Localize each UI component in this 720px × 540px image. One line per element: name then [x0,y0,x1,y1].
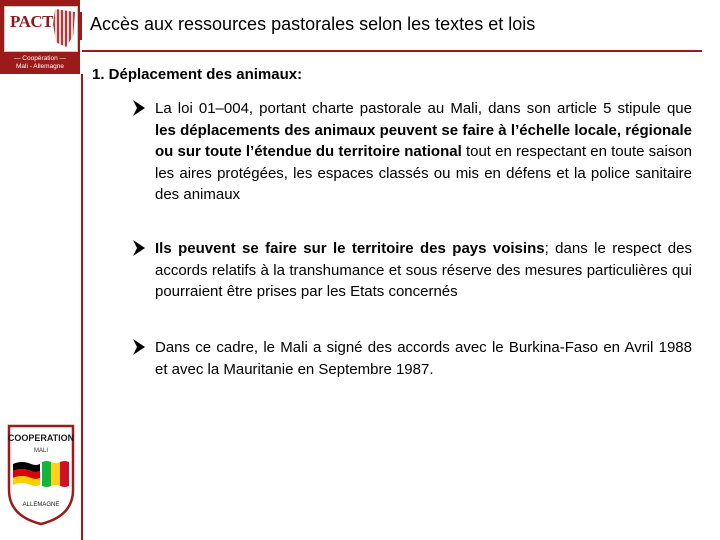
cooperation-badge [7,424,75,526]
bullet-text-part: La loi 01–004, portant charte pastorale au Mali, dans son article 5 stipule que [155,100,692,117]
bullet-text-bold-part: les déplacements des animaux peuvent se faire à l’échelle locale, régionale ou sur toute l’étendue du territoire national [155,121,692,160]
bullet-text-bold-part: Ils peuvent se faire sur le territoire des pays voisins [155,240,545,257]
section-heading: 1. Déplacement des animaux: [92,66,303,83]
mali-map-icon [53,9,75,47]
title-divider [82,50,702,52]
bullet-text-part: ; dans le respect des accords relatifs à la transhumance et sous réserve des mesures particulières qui pourraient être prises par les Etats concernés [155,240,692,300]
pact-logo-tagline-1: — Coopération — [13,55,67,62]
page-title: Accès aux ressources pastorales selon les textes et lois [90,14,536,34]
mali-flag-icon [42,461,69,487]
cooperation-badge-mid-text: MALI [33,448,49,454]
bullet-item [132,337,692,380]
cooperation-badge-top-text: COOPERATION [7,433,75,443]
pact-logo [0,0,80,74]
bullet-text [155,98,692,206]
germany-flag-icon [13,462,40,486]
pact-logo-box [4,6,78,52]
bullet-text [155,337,692,380]
pact-logo-word: PACT [10,12,54,31]
bullet-text [155,238,692,303]
sidebar [0,0,82,540]
bullet-text-part: Dans ce cadre, le Mali a signé des accords avec le Burkina-Faso en Avril 1988 et avec la Mauritanie en Septembre 1987. [155,339,692,378]
pact-logo-tagline-2: Mali - Allemagne [15,63,65,70]
bullet-item [132,98,692,206]
cooperation-badge-bottom-text: ALLEMAGNE [22,502,60,508]
arrowhead-bullet-icon [132,239,146,257]
sidebar-divider [81,74,83,540]
bullet-item [132,238,692,303]
bullet-text-part: tout en respectant en toute saison les aires protégées, les espaces classés ou mis en défens et la police sanitaire des animaux [155,143,693,203]
arrowhead-bullet-icon [132,338,146,356]
header-divider-vertical [80,12,82,40]
arrowhead-bullet-icon [132,99,146,117]
